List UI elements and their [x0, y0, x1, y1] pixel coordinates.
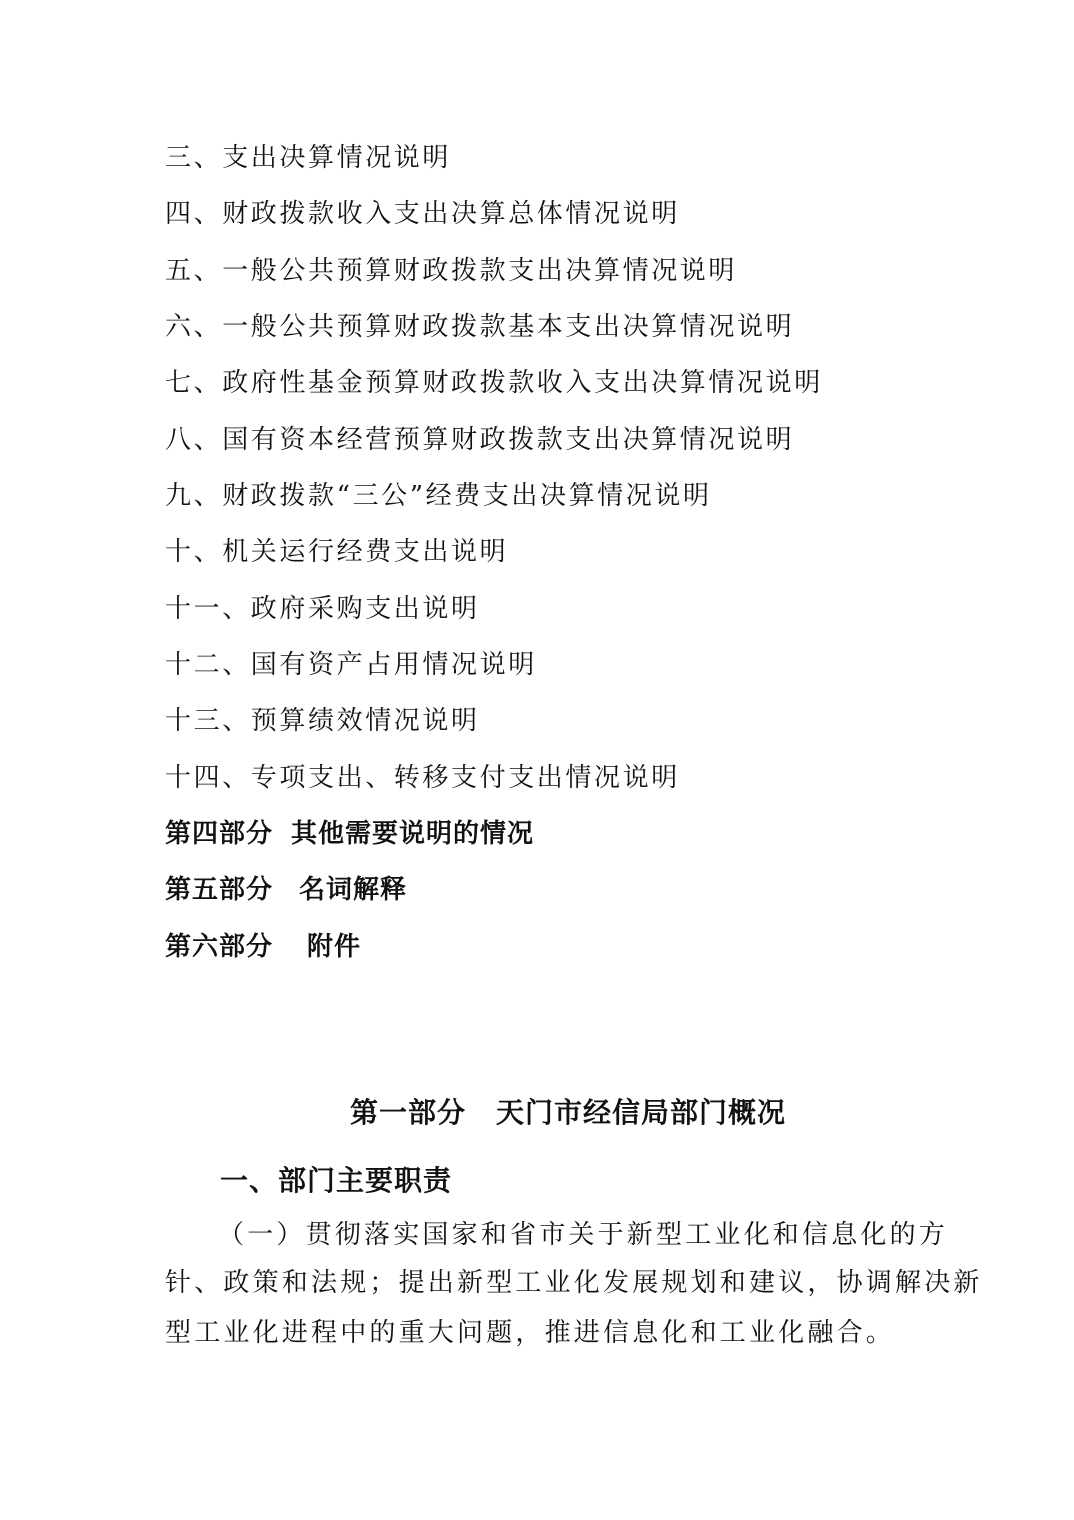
toc-item: 八、国有资本经营预算财政拨款支出决算情况说明 — [165, 425, 795, 455]
toc-item: 十一、政府采购支出说明 — [165, 594, 480, 624]
toc-item: 十四、专项支出、转移支付支出情况说明 — [165, 763, 680, 793]
toc-item: 三、支出决算情况说明 — [165, 143, 452, 173]
paragraph-line: 针、政策和法规；提出新型工业化发展规划和建议，协调解决新 — [165, 1268, 983, 1298]
section-title-text: 天门市经信局部门概况 — [496, 1096, 787, 1129]
toc-item: 十、机关运行经费支出说明 — [165, 537, 509, 567]
subsection-heading: 一、部门主要职责 — [220, 1164, 453, 1197]
toc-part-title: 附件 — [307, 932, 362, 962]
toc-part-heading — [165, 873, 407, 907]
toc-item: 十二、国有资产占用情况说明 — [165, 650, 537, 680]
toc-part-number: 第五部分 — [165, 875, 274, 905]
toc-part-heading — [165, 817, 534, 851]
section-title — [350, 1094, 786, 1132]
section-part-number: 第一部分 — [350, 1096, 467, 1129]
toc-item: 十三、预算绩效情况说明 — [165, 706, 480, 736]
toc-item: 四、财政拨款收入支出决算总体情况说明 — [165, 199, 680, 229]
toc-part-title: 名词解释 — [299, 875, 408, 905]
toc-item: 九、财政拨款“三公”经费支出决算情况说明 — [165, 481, 712, 511]
toc-part-number: 第六部分 — [165, 932, 274, 962]
toc-item: 七、政府性基金预算财政拨款收入支出决算情况说明 — [165, 368, 823, 398]
paragraph-line: 型工业化进程中的重大问题，推进信息化和工业化融合。 — [165, 1318, 896, 1348]
toc-part-title: 其他需要说明的情况 — [291, 819, 535, 849]
toc-item: 五、一般公共预算财政拨款支出决算情况说明 — [165, 256, 738, 286]
toc-part-number: 第四部分 — [165, 819, 274, 849]
toc-part-heading — [165, 930, 361, 964]
toc-item: 六、一般公共预算财政拨款基本支出决算情况说明 — [165, 312, 795, 342]
paragraph-line: （一）贯彻落实国家和省市关于新型工业化和信息化的方 — [218, 1220, 949, 1250]
